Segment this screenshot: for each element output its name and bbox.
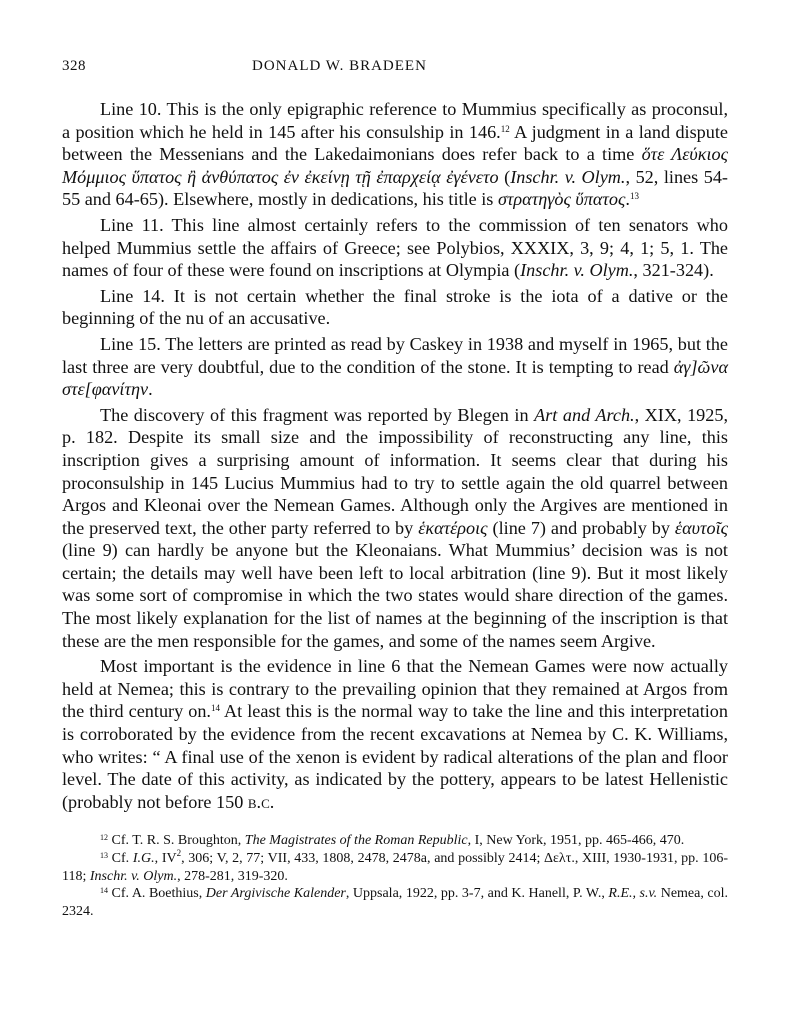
citation-abbreviation: R.E., s.v. — [608, 886, 658, 902]
citation-title: Inschr. v. Olym. — [89, 868, 178, 884]
text-run: (line 7) and probably by — [487, 517, 675, 538]
greek-title: στρατηγὸς ὕπατος — [497, 189, 626, 210]
greek-reading: ἀγ]ῶνα στε[φανίτην — [62, 356, 728, 400]
paragraph-line-15 — [62, 333, 728, 401]
text-run: , XIII, 1930-1931, pp. 106-118; — [62, 851, 729, 884]
footnote-13 — [62, 850, 728, 885]
footnote-number: 13 — [100, 851, 108, 860]
text-run: . — [625, 189, 630, 210]
text-run: Cf. A. Boethius, — [108, 886, 206, 902]
text-run: A judgment in a land dispute between the Messenians and the Lakedaimonians does refer back to a time — [62, 121, 728, 165]
text-run: , 278-281, 319-320. — [177, 868, 288, 884]
text-run: The discovery of this fragment was reported by Blegen in — [100, 404, 535, 425]
text-run: Most important is the evidence in line 6 that the Nemean Games were now actually held at Nemea; this is contrary to the prevailing opinion that they remained at Argos from the third century on. — [62, 656, 728, 722]
text-run: Cf. T. R. S. Broughton, — [108, 833, 245, 849]
paragraph-line-10 — [62, 98, 728, 211]
citation-title: The Magistrates of the Roman Republic — [244, 833, 468, 849]
footnote-ref-14[interactable]: 14 — [210, 703, 220, 714]
text-run: , I, New York, 1951, pp. 465-466, 470. — [467, 833, 685, 849]
page-number: 328 — [62, 58, 86, 74]
paragraph-evidence — [62, 655, 728, 813]
greek-word: ἑαυτοῖς — [674, 517, 729, 538]
superscript: 2 — [176, 848, 182, 858]
page — [62, 58, 728, 920]
citation-title: Art and Arch. — [534, 404, 635, 425]
greek-word: ἑκατέροις — [418, 517, 488, 538]
citation-title: I.G. — [132, 851, 155, 866]
text-run: Line 15. The letters are printed as read by Caskey in 1938 and myself in 1965, but the last three are very doubtful, due to the condition of the stone. It is tempting to read — [62, 333, 728, 377]
text-run: Cf. — [108, 851, 133, 866]
era-abbreviation: b.c. — [247, 791, 275, 812]
text-run: , XIX, 1925, p. 182. Despite its small size and the impossibility of reconstructing any line, this inscription gives a surprising amount of information. It seems clear that during his proconsulship in 145 Lucius Mummius had to try to settle again the old quarrel between Argos and Kleonai over the Nemean Games. Although only the Argives are mentioned in the preserved text, the other party referred to by — [62, 404, 728, 538]
greek-abbreviation: Δελτ. — [544, 851, 575, 866]
footnote-14 — [62, 885, 728, 920]
paragraph-line-11 — [62, 214, 728, 282]
text-run: ( — [498, 166, 511, 187]
text-run: Line 11. This line almost certainly refers to the commission of ten senators who helped Mummius settle the affairs of Greece; see Polybios, XXXIX, 3, 9; 4, 1; 5, 1. The names of four of these were found on inscriptions at Olympia ( — [62, 214, 728, 281]
footnotes — [62, 832, 728, 920]
text-run: , 306; V, 2, 77; VII, 433, 1808, 2478, 2478a, and possibly 2414; — [181, 851, 545, 866]
citation-title: Inschr. v. Olym. — [510, 166, 626, 187]
paragraph-line-14: Line 14. It is not certain whether the final stroke is the iota of a dative or the beginning of the nu of an accusative. — [62, 285, 728, 329]
citation-title: Inschr. v. Olym. — [520, 260, 634, 281]
text-run: . — [148, 379, 153, 400]
text-run: (line 9) can hardly be anyone but the Kleonaians. What Mummius’ decision was is not certain; the details may well have been left to local arbitration (line 9). But it most likely was some sort of compromise in which the two states would share direction of the games. The most likely explanation for the list of names at the beginning of the inscription is that these are the men responsible for the games, and some of the names seem Argive. — [62, 540, 728, 651]
text-run: Nemea, col. 2324. — [62, 886, 729, 919]
text-run: , IV — [154, 851, 177, 866]
text-run: , 52, lines 54-55 and 64-65). Elsewhere, mostly in dedications, his title is — [62, 166, 728, 210]
footnote-ref-12[interactable]: 12 — [500, 123, 510, 134]
body-text — [62, 98, 728, 813]
citation-title: Der Argivische Kalender — [205, 886, 346, 902]
text-run: At least this is the normal way to take the line and this interpretation is corroborated by the evidence from the recent excavations at Nemea by C. K. Williams, who writes: “ A final use of the xenon is evident by radical alterations of the plan and floor level. The date of this activity, as indicated by the pottery, appears to be latest Hellenistic (probably not before 150 — [62, 701, 728, 812]
text-run: Line 10. This is the only epigraphic reference to Mummius specifically as proconsul, a position which he held in 145 after his consulship in 146. — [62, 99, 728, 142]
footnote-number: 14 — [100, 886, 108, 896]
footnote-ref-13[interactable]: 13 — [629, 191, 639, 202]
text-run: , 321-324). — [633, 260, 714, 281]
footnote-number: 12 — [100, 833, 108, 843]
running-head — [62, 58, 728, 86]
footnote-12 — [62, 832, 728, 850]
paragraph-discovery — [62, 404, 728, 653]
greek-quotation: ὅτε Λεύκιος Μόμμιος ὕπατος ἢ ἀνθύπατος ἐν ἐκείνῃ τῇ ἐπαρχείᾳ ἐγένετο — [62, 144, 728, 187]
author-name: DONALD W. BRADEEN — [252, 58, 427, 74]
text-run: , Uppsala, 1922, pp. 3-7, and K. Hanell, P. W., — [345, 886, 609, 902]
